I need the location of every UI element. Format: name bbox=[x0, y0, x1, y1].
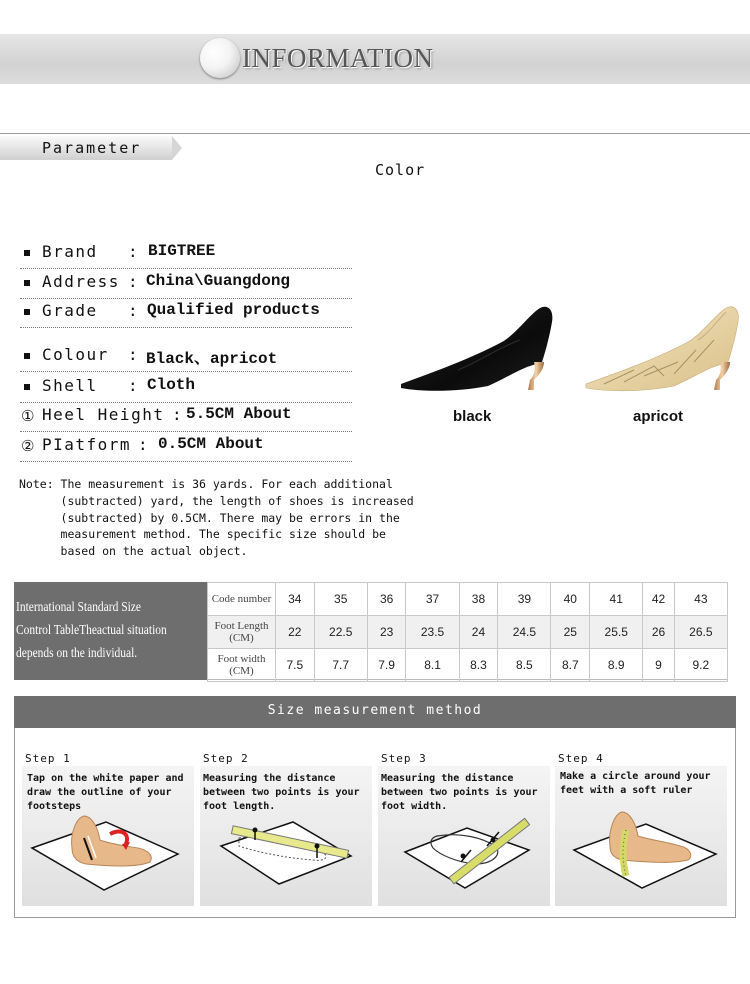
size-table bbox=[207, 582, 728, 682]
spec-value: 5.5CM About bbox=[186, 405, 292, 423]
step-4-text: Make a circle around your feet with a soft ruler bbox=[560, 771, 711, 796]
step-3-text: Measuring the distance between two points is your foot width. bbox=[381, 773, 538, 812]
bullet-icon bbox=[24, 353, 30, 359]
header-circle-icon bbox=[200, 38, 240, 78]
size-note bbox=[19, 476, 414, 560]
table-cell: 35 bbox=[314, 583, 367, 616]
step-4-illustration bbox=[566, 806, 726, 896]
table-cell: 8.5 bbox=[498, 649, 551, 682]
row-label: Foot Length (CM) bbox=[208, 616, 276, 649]
bullet-icon bbox=[24, 280, 30, 286]
table-cell: 9.2 bbox=[674, 649, 727, 682]
table-row-code bbox=[208, 583, 728, 616]
parameter-tab-arrow bbox=[172, 136, 182, 160]
table-cell: 36 bbox=[367, 583, 406, 616]
table-cell: 7.5 bbox=[276, 649, 315, 682]
spec-key: Address bbox=[42, 272, 120, 291]
table-row-width bbox=[208, 649, 728, 682]
step-2-text: Measuring the distance between two points is your foot length. bbox=[203, 773, 360, 812]
table-cell: 7.7 bbox=[314, 649, 367, 682]
table-cell: 24 bbox=[459, 616, 498, 649]
table-cell: 25 bbox=[551, 616, 590, 649]
table-cell: 22 bbox=[276, 616, 315, 649]
spec-value: China\Guangdong bbox=[146, 272, 291, 290]
table-row-length bbox=[208, 616, 728, 649]
spec-key: Grade bbox=[42, 301, 98, 320]
table-cell: 40 bbox=[551, 583, 590, 616]
spec-colon: : bbox=[128, 345, 138, 364]
note-line: Note: The measurement is 36 yards. For each additional bbox=[19, 477, 393, 491]
step-1-illustration bbox=[26, 808, 186, 898]
note-line: (subtracted) yard, the length of shoes is increased bbox=[19, 493, 414, 508]
color-label-apricot: apricot bbox=[633, 408, 684, 425]
step-2-illustration bbox=[205, 816, 365, 898]
step-1-text: Tap on the white paper and draw the outline of your footsteps bbox=[27, 773, 184, 812]
spec-value: Qualified products bbox=[147, 301, 320, 319]
bullet-icon bbox=[24, 384, 30, 390]
size-table-header-text: International Standard Size Control TableTheactual situation depends on the individual. bbox=[16, 600, 167, 661]
spec-colon: : bbox=[128, 376, 138, 395]
step-3-illustration bbox=[383, 816, 543, 898]
table-cell: 23.5 bbox=[406, 616, 459, 649]
spec-row-grade bbox=[20, 301, 352, 328]
table-cell: 8.7 bbox=[551, 649, 590, 682]
circled-number-two: ② bbox=[21, 437, 35, 455]
section-divider bbox=[0, 133, 750, 134]
table-cell: 9 bbox=[643, 649, 674, 682]
spec-row-brand bbox=[20, 242, 352, 269]
spec-value: Cloth bbox=[147, 376, 196, 394]
table-cell: 37 bbox=[406, 583, 459, 616]
table-cell: 42 bbox=[643, 583, 674, 616]
spec-value: BIGTREE bbox=[148, 242, 216, 260]
table-cell: 22.5 bbox=[314, 616, 367, 649]
bullet-icon bbox=[24, 250, 30, 256]
row-label: Code number bbox=[208, 583, 276, 616]
row-label: Foot width (CM) bbox=[208, 649, 276, 682]
spec-row-shell bbox=[20, 376, 352, 403]
spec-row-colour bbox=[20, 345, 352, 372]
spec-colon: : bbox=[128, 242, 138, 261]
color-label-black: black bbox=[453, 408, 492, 425]
measurement-title: Size measurement method bbox=[267, 703, 483, 718]
spec-row-heel-height bbox=[20, 405, 352, 432]
step-3-title: Step 3 bbox=[381, 752, 427, 765]
bullet-icon bbox=[24, 309, 30, 315]
spec-colon: : bbox=[128, 301, 138, 320]
table-cell: 26 bbox=[643, 616, 674, 649]
table-cell: 8.1 bbox=[406, 649, 459, 682]
spec-row-address bbox=[20, 272, 352, 299]
circled-number-one: ① bbox=[21, 407, 35, 425]
parameter-label: Parameter bbox=[42, 139, 142, 157]
table-cell: 26.5 bbox=[674, 616, 727, 649]
spec-value: Black、apricot bbox=[146, 350, 278, 368]
spec-key: Brand bbox=[42, 242, 98, 261]
table-cell: 8.9 bbox=[590, 649, 643, 682]
note-line: based on the actual object. bbox=[19, 544, 248, 559]
step-2-title: Step 2 bbox=[203, 752, 249, 765]
table-cell: 23 bbox=[367, 616, 406, 649]
color-section-title: Color bbox=[375, 161, 426, 179]
table-cell: 38 bbox=[459, 583, 498, 616]
spec-row-platform bbox=[20, 435, 352, 462]
table-cell: 34 bbox=[276, 583, 315, 616]
table-cell: 7.9 bbox=[367, 649, 406, 682]
page-title: INFORMATION bbox=[242, 43, 434, 73]
note-line: (subtracted) by 0.5CM. There may be errors in the bbox=[19, 510, 400, 525]
spec-colon: : bbox=[172, 405, 182, 424]
table-cell: 25.5 bbox=[590, 616, 643, 649]
table-cell: 39 bbox=[498, 583, 551, 616]
table-cell: 41 bbox=[590, 583, 643, 616]
spec-key: PIatform bbox=[42, 435, 132, 454]
spec-key: Heel Height bbox=[42, 405, 165, 424]
spec-key: Colour bbox=[42, 345, 109, 364]
step-1-title: Step 1 bbox=[25, 752, 71, 765]
table-cell: 43 bbox=[674, 583, 727, 616]
table-cell: 8.3 bbox=[459, 649, 498, 682]
spec-value: 0.5CM About bbox=[158, 435, 264, 453]
spec-colon: : bbox=[128, 272, 138, 291]
apricot-shoe-image bbox=[584, 300, 744, 395]
note-line: measurement method. The specific size should be bbox=[19, 527, 386, 542]
spec-key: Shell bbox=[42, 376, 98, 395]
step-4-title: Step 4 bbox=[558, 752, 604, 765]
spec-colon: : bbox=[138, 435, 148, 454]
table-cell: 24.5 bbox=[498, 616, 551, 649]
black-shoe-image bbox=[398, 300, 558, 395]
